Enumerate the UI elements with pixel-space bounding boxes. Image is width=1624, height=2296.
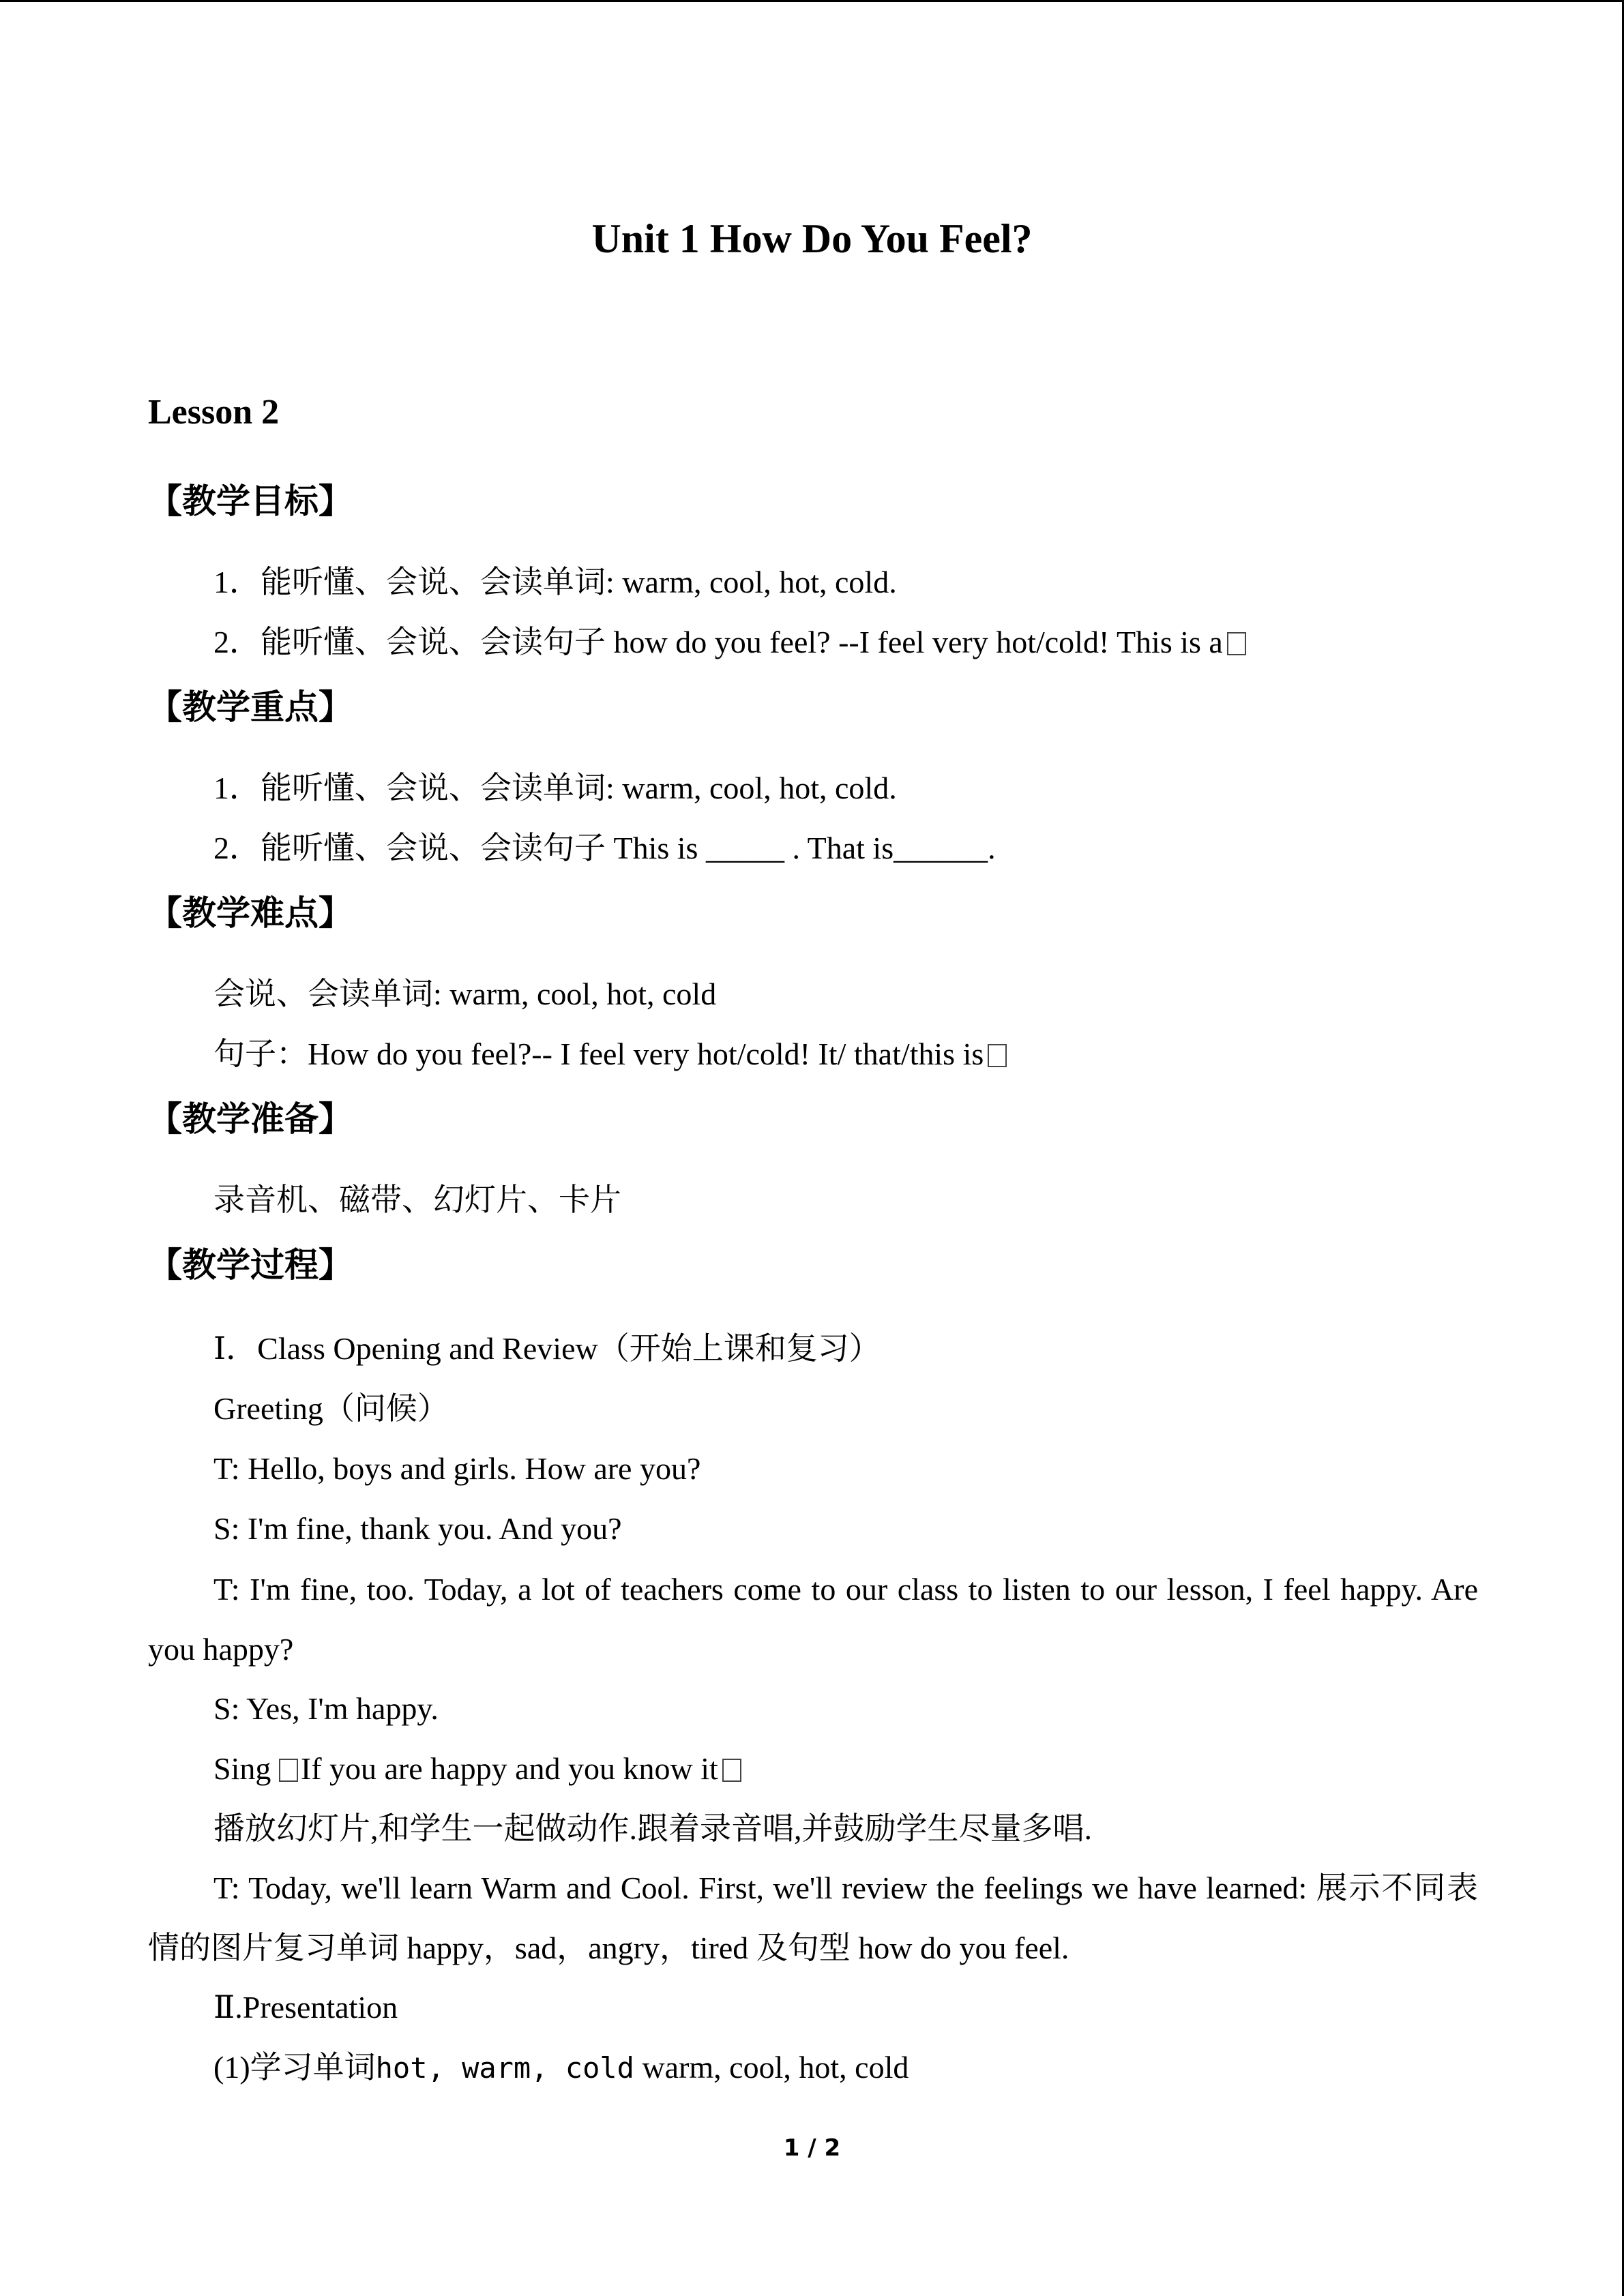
- missing-glyph-box: [722, 1759, 741, 1782]
- key-point-item: 1．能听懂、会说、会读单词: warm, cool, hot, cold.: [213, 771, 897, 805]
- objective-item: 1．能听懂、会说、会读单词: warm, cool, hot, cold.: [213, 565, 897, 599]
- vocabulary-step-prefix: (1)学习单词: [213, 2050, 376, 2085]
- vocabulary-step-mono: hot, warm, cold: [375, 2051, 634, 2085]
- missing-glyph-box: [1227, 632, 1246, 655]
- objective-item: [213, 621, 1246, 664]
- preparation-item: 录音机、磁带、幻灯片、卡片: [213, 1182, 621, 1217]
- dialogue-line: T: Hello, boys and girls. How are you?: [213, 1451, 701, 1486]
- song-prefix: Sing: [213, 1751, 279, 1786]
- song-line: [213, 1747, 741, 1791]
- section-title-presentation: Ⅱ.Presentation: [213, 1990, 398, 2025]
- review-paragraph: T: Today, we'll learn Warm and Cool. First, we'll review the feelings we have learned: 展示不同表情的图片复习单词 happy，sad，angry，tired 及句型 how do you feel.: [148, 1870, 1478, 1965]
- dialogue-line: S: I'm fine, thank you. And you?: [213, 1511, 622, 1546]
- objectives-heading: 【教学目标】: [148, 481, 353, 521]
- difficulties-heading: 【教学难点】: [148, 893, 353, 933]
- greeting-label: Greeting（问候）: [213, 1391, 449, 1426]
- dialogue-line: S: Yes, I'm happy.: [213, 1691, 439, 1726]
- lesson-title: Lesson 2: [148, 393, 280, 432]
- page-title: Unit 1 How Do You Feel?: [591, 216, 1033, 261]
- song-title: If you are happy and you know it: [300, 1751, 718, 1786]
- dialogue-paragraph: T: I'm fine, too. Today, a lot of teachers come to our class to listen to our lesson, I feel happy. Are you happy?: [148, 1572, 1478, 1667]
- section-title-class-opening: Ⅰ．Class Opening and Review（开始上课和复习）: [213, 1331, 881, 1366]
- page-border-top: [0, 0, 1624, 2]
- missing-glyph-box: [988, 1044, 1007, 1067]
- slides-note: 播放幻灯片,和学生一起做动作.跟着录音唱,并鼓励学生尽量多唱.: [213, 1811, 1092, 1846]
- process-heading: 【教学过程】: [148, 1245, 353, 1285]
- preparation-heading: 【教学准备】: [148, 1099, 353, 1139]
- difficulty-item: 会说、会读单词: warm, cool, hot, cold: [213, 976, 717, 1011]
- objective-item-text: 2．能听懂、会说、会读句子 how do you feel? --I feel very hot/cold! This is a: [213, 625, 1223, 659]
- missing-glyph-box: [279, 1759, 298, 1782]
- key-points-heading: 【教学重点】: [148, 687, 353, 727]
- vocabulary-step-words: warm, cool, hot, cold: [634, 2050, 909, 2085]
- key-point-item: 2．能听懂、会说、会读句子 This is _____ . That is______.: [213, 831, 996, 865]
- difficulty-item: [213, 1032, 1007, 1076]
- difficulty-item-text: 句子：How do you feel?-- I feel very hot/cold! It/ that/this is: [213, 1037, 984, 1071]
- page-number: 1 / 2: [783, 2134, 841, 2162]
- vocabulary-step: [213, 2046, 909, 2090]
